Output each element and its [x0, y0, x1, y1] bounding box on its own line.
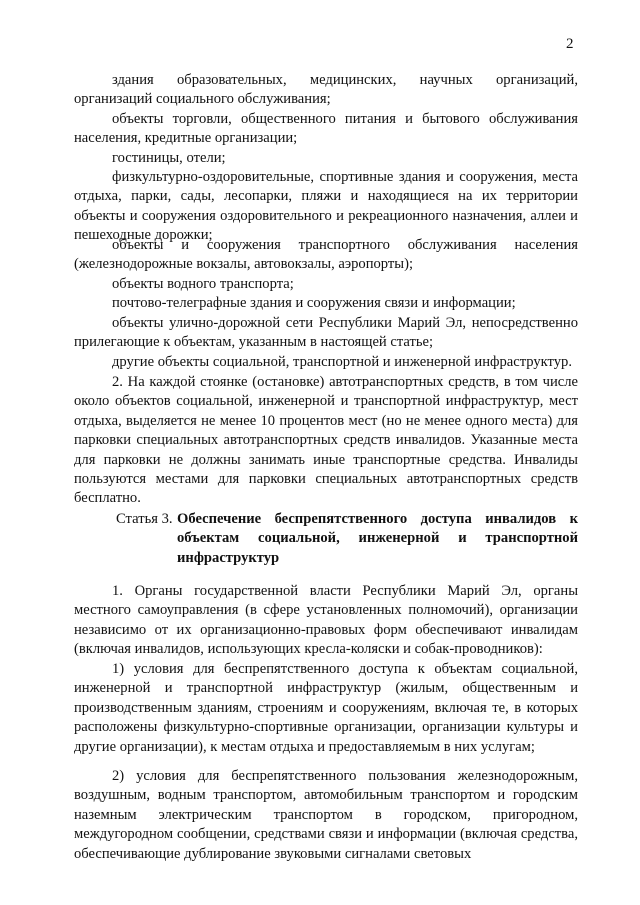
article-label: Статья 3.	[116, 511, 173, 527]
paragraph: объекты и сооружения транспортного обслуживания населения (железнодорожные вокзалы, автовокзалы, аэропорты);	[74, 237, 578, 273]
paragraph: другие объекты социальной, транспортной и инженерной инфраструктур.	[112, 354, 572, 370]
paragraph: 2) условия для беспрепятственного пользования железнодорожным, воздушным, водным транспортом, автомобильным транспортом и городским наземным электрическим транспортом в городском, пригородном, междугородном сообщении, средствами связи и информации (включая средства, обеспечивающие дублирование звуковыми сигналами световых	[74, 768, 578, 862]
article-title: Обеспечение беспрепятственного доступа инвалидов к объектам социальной, инженерной и транспортной инфраструктур	[177, 511, 578, 566]
page-number: 2	[566, 36, 574, 52]
paragraph: 2. На каждой стоянке (остановке) автотранспортных средств, в том числе около объектов социальной, инженерной и транспортной инфраструктур, мест отдыха, выделяется не менее 10 процентов мест (но не менее одного места) для парковки специальных автотранспортных средств инвалидов. Указанные места для парковки не должны занимать иные транспортные средства. Инвалиды пользуются местами для парковки специальных автотранспортных средств бесплатно.	[74, 374, 578, 507]
paragraph: 1) условия для беспрепятственного доступа к объектам социальной, инженерной и транспортной инфраструктур (жилым, общественным и производственным зданиям, строениям и сооружениям, включая те, в которых расположены физкультурно-спортивные организации, организации культуры и другие организации), к местам отдыха и предоставляемым в них услугам;	[74, 661, 578, 755]
paragraph: гостиницы, отели;	[112, 150, 226, 166]
paragraph: объекты водного транспорта;	[112, 276, 294, 292]
paragraph: 1. Органы государственной власти Республики Марий Эл, органы местного самоуправления (в сфере установленных полномочий), организации независимо от их организационно-правовых форм обеспечивают инвалидам (включая инвалидов, использующих кресла-коляски и собак-проводников):	[74, 583, 578, 658]
paragraph: объекты улично-дорожной сети Республики Марий Эл, непосредственно прилегающие к объектам, указанным в настоящей статье;	[74, 315, 578, 351]
paragraph: здания образовательных, медицинских, научных организаций, организаций социального обслуживания;	[74, 72, 578, 108]
paragraph: объекты торговли, общественного питания и бытового обслуживания населения, кредитные организации;	[74, 111, 578, 147]
paragraph: почтово-телеграфные здания и сооружения связи и информации;	[112, 295, 516, 311]
paragraph: физкультурно-оздоровительные, спортивные здания и сооружения, места отдыха, парки, сады, лесопарки, пляжи и находящиеся на их территории объекты и сооружения оздоровительного и рекреационного назначения, аллеи и пешеходные дорожки;	[74, 169, 578, 244]
